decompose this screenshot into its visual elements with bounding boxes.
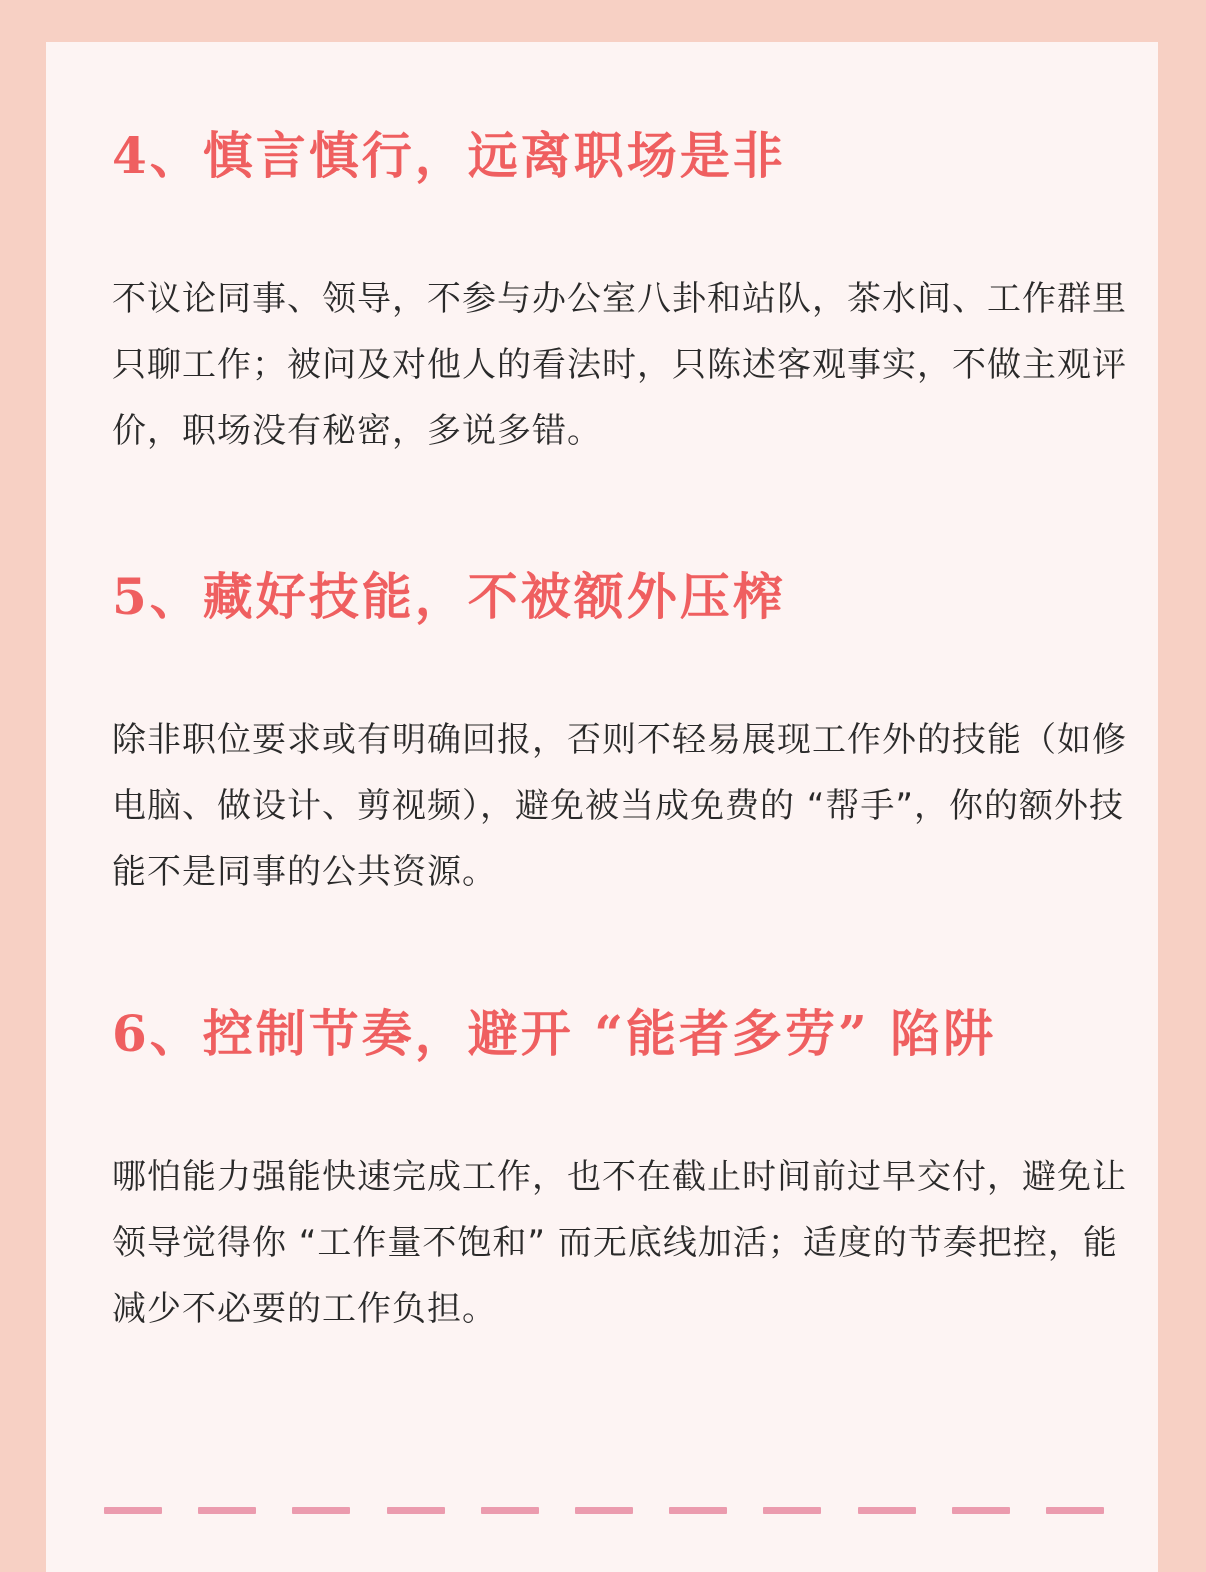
article-card bbox=[46, 42, 1158, 1572]
divider-dash bbox=[104, 1507, 162, 1514]
section-6 bbox=[112, 1004, 1142, 1342]
divider-dash bbox=[575, 1507, 633, 1514]
section-title: 5、藏好技能，不被额外压榨 bbox=[112, 567, 786, 626]
section-body: 不议论同事、领导，不参与办公室八卦和站队，茶水间、工作群里只聊工作；被问及对他人的看法时，只陈述客观事实，不做主观评价，职场没有秘密，多说多错。 bbox=[112, 279, 1127, 451]
divider-dash bbox=[1046, 1507, 1104, 1514]
divider-dash bbox=[952, 1507, 1010, 1514]
divider-dash bbox=[387, 1507, 445, 1514]
section-body: 哪怕能力强能快速完成工作，也不在截止时间前过早交付，避免让领导觉得你 “工作量不饱和” 而无底线加活；适度的节奏把控，能减少不必要的工作负担。 bbox=[112, 1157, 1127, 1329]
divider-dash bbox=[198, 1507, 256, 1514]
divider-dash bbox=[858, 1507, 916, 1514]
section-title: 4、慎言慎行，远离职场是非 bbox=[112, 126, 786, 185]
divider-dash bbox=[481, 1507, 539, 1514]
section-body: 除非职位要求或有明确回报，否则不轻易展现工作外的技能（如修电脑、做设计、剪视频），避免被当成免费的 “帮手”，你的额外技能不是同事的公共资源。 bbox=[112, 720, 1127, 892]
section-4 bbox=[112, 126, 1142, 464]
divider-dash bbox=[763, 1507, 821, 1514]
dashed-divider bbox=[104, 1507, 1104, 1514]
divider-dash bbox=[292, 1507, 350, 1514]
section-title: 6、控制节奏，避开 “能者多劳” 陷阱 bbox=[112, 1004, 997, 1063]
divider-dash bbox=[669, 1507, 727, 1514]
section-5 bbox=[112, 567, 1142, 905]
